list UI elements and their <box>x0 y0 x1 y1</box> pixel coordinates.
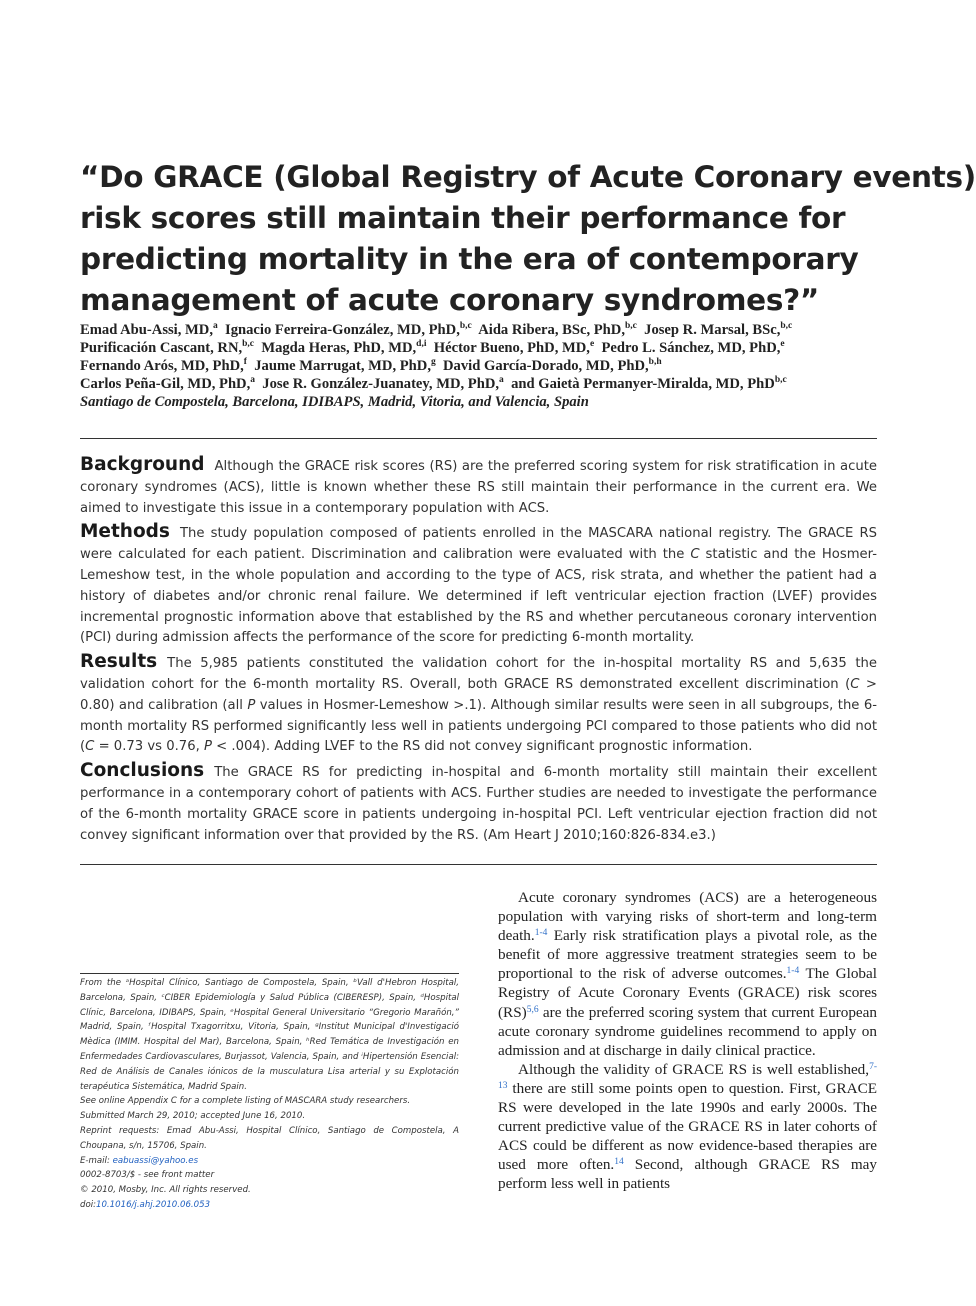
article-title <box>80 157 976 321</box>
abstract-results <box>80 652 877 758</box>
abstract-text: > 0.80) and calibration (all <box>80 676 877 713</box>
footnote-reprint: Reprint requests: Emad Abu-Assi, Hospital Clínico, Santiago de Compostela, A Choupana, s/n, 15706, Spain. <box>80 1125 459 1151</box>
author-line <box>80 339 900 357</box>
body-text: Although the validity of GRACE RS is well established, <box>518 1060 870 1078</box>
abstract <box>80 455 877 849</box>
author-affil-mark: a <box>250 375 255 385</box>
email-label: E-mail: <box>80 1155 113 1166</box>
citation-ref[interactable]: 1-4 <box>786 966 800 977</box>
footnote-copyright: © 2010, Mosby, Inc. All rights reserved. <box>80 1185 251 1196</box>
author-affil-mark: b,c <box>774 375 787 385</box>
citation-ref[interactable]: 1-4 <box>534 928 548 939</box>
author-affil-mark: a <box>213 321 218 331</box>
footnote-submitted: Submitted March 29, 2010; accepted June 16, 2010. <box>80 1111 306 1122</box>
abstract-text: Although the GRACE risk scores (RS) are the preferred scoring system for risk stratification in acute coronary syndromes (ACS), little is known whether these RS still maintain their performance in the current era. We aimed to investigate this issue in a contemporary population with ACS. <box>80 459 877 516</box>
email-link[interactable]: eabuassi@yahoo.es <box>112 1155 199 1166</box>
author-affil-mark: d,i <box>416 339 427 349</box>
author-name: Carlos Peña-Gil, MD, PhD, <box>80 376 251 392</box>
body-text: there are still some points open to question. First, GRACE RS were developed in the late 1990s and early 2000s. The current predictive value of the GRACE RS in later cohorts of ACS could be different as now evidence-based therapies are used more often. <box>498 1079 877 1174</box>
author-affil-mark: b,c <box>459 321 472 331</box>
author-line <box>80 375 900 393</box>
abstract-background <box>80 455 877 519</box>
author-name: Jaume Marrugat, MD, PhD, <box>254 358 431 374</box>
citation-ref[interactable]: 14 <box>614 1157 624 1168</box>
footnote-email <box>80 1154 459 1169</box>
author-name: David García-Dorado, MD, PhD, <box>443 358 649 374</box>
author-name: Aida Ribera, BSc, PhD, <box>478 322 625 338</box>
author-name: Magda Heras, PhD, MD, <box>261 340 417 356</box>
author-affil-mark: f <box>243 357 247 367</box>
title-line: predicting mortality in the era of contemporary <box>80 242 859 276</box>
citation-ref[interactable]: 5,6 <box>526 1004 539 1015</box>
abstract-conclusions <box>80 761 877 846</box>
body-text: The Global Registry of Acute Coronary Events (GRACE) risk scores (RS) <box>498 965 877 1021</box>
author-name: Josep R. Marsal, BSc, <box>644 322 781 338</box>
body-paragraph <box>498 888 877 1060</box>
title-line: management of acute coronary syndromes?” <box>80 283 819 317</box>
abstract-text: statistic and the Hosmer-Lemeshow test, in the whole population and according to the type of ACS, risk strata, and whether the patient had a history of diabetes and/or chronic renal failure. We determined if left ventricular ejection fraction (LVEF) provides incremental prognostic information above that established by the RS and whether percutaneous coronary intervention (PCI) during admission affects the performance of the score for predicting 6-month mortality. <box>80 547 877 646</box>
footnote-doi <box>80 1198 459 1213</box>
abstract-text: < .004). Adding LVEF to the RS did not convey significant prognostic information. <box>211 739 753 755</box>
abstract-text: The 5,985 patients constituted the validation cohort for the in-hospital mortality RS and 5,635 the validation cohort for the 6-month mortality RS. Overall, both GRACE RS demonstrated excellent discrimination ( <box>80 656 877 692</box>
doi-label: doi: <box>80 1199 96 1210</box>
author-affil-mark: e <box>780 339 785 349</box>
abstract-top-rule <box>80 438 877 439</box>
author-affil-mark: b,c <box>780 321 793 331</box>
author-list <box>80 321 900 411</box>
footnote-issn: 0002-8703/$ - see front matter <box>80 1170 215 1181</box>
author-name: and Gaietà Permanyer-Miralda, MD, PhD <box>511 376 775 392</box>
body-text: are the preferred scoring system that current European acute coronary syndrome guidelines recommend to apply on admission and at discharge in daily clinical practice. <box>498 1003 877 1059</box>
title-line: risk scores still maintain their performance for <box>80 201 846 235</box>
footnote-affiliations: From the ᵃHospital Clínico, Santiago de Compostela, Spain, ᵇVall d'Hebron Hospital, Barcelona, Spain, ᶜCIBER Epidemiología y Salud Pública (CIBERESP), Spain, ᵈHospital Clínic, Barcelona, IDIBAPS, Spain, ᵉHospital General Universitario “Gregorio Marañón,” Madrid, Spain, ᶠHospital Txagorritxu, Vitoria, Spain, ᵍInstitut Municipal d'Investigació Mèdica (IMIM. Hospital del Mar), Barcelona, Spain, ʰRed Temática de Investigación en Enfermedades Cardiovasculares, Burjassot, Valencia, Spain, and ⁱHipertensión Esencial: Red de Análisis de Canales iónicos de la musculatura Lisa arterial y su Explotación terapéutica Sistemática, Madrid Spain. <box>80 978 459 1092</box>
abstract-heading: Conclusions <box>80 760 205 782</box>
body-text: Second, although GRACE RS may perform less well in patients <box>498 1156 877 1193</box>
abstract-text-italic: C <box>850 676 860 692</box>
footnote-rule <box>80 973 459 974</box>
title-line: “Do GRACE (Global Registry of Acute Coronary events) <box>80 160 976 194</box>
abstract-text-italic: C <box>690 547 700 563</box>
abstract-text: = 0.73 vs 0.76, <box>94 739 204 755</box>
author-name: Fernando Arós, MD, PhD, <box>80 358 244 374</box>
abstract-bottom-rule <box>80 864 877 865</box>
author-line <box>80 357 900 375</box>
abstract-text: The GRACE RS for predicting in-hospital and 6-month mortality still maintain their excellent performance in a contemporary cohort of patients with ACS. Further studies are needed to investigate the performance of the 6-month mortality GRACE score in patients undergoing in-hospital PCI. Left ventricular ejection fraction did not convey significant information over that provided by the RS. (Am Heart J 2010;160:826-834.e3.) <box>80 765 877 843</box>
author-name: Purificación Cascant, RN, <box>80 340 243 356</box>
author-name: Héctor Bueno, PhD, MD, <box>433 340 590 356</box>
author-affil-mark: e <box>589 339 595 349</box>
body-column <box>498 888 877 1194</box>
affiliation-line: Santiago de Compostela, Barcelona, IDIBAPS, Madrid, Vitoria, and Valencia, Spain <box>80 394 589 410</box>
abstract-heading: Results <box>80 651 158 673</box>
author-name: Emad Abu-Assi, MD, <box>80 322 213 338</box>
author-affil-mark: g <box>430 357 436 367</box>
abstract-text-italic: P <box>247 697 256 713</box>
abstract-heading: Methods <box>80 521 170 543</box>
author-name: Ignacio Ferreira-González, MD, PhD, <box>225 322 460 338</box>
citation-ref[interactable]: 7-13 <box>498 1061 877 1091</box>
body-text: Acute coronary syndromes (ACS) are a heterogeneous population with varying risks of short-term and long-term death. <box>498 889 877 945</box>
abstract-methods <box>80 522 877 649</box>
abstract-text: values in Hosmer-Lemeshow >.1). Although similar results were seen in all subgroups, the 6-month mortality RS performed significantly less well in patients undergoing PCI compared to those patients who did not ( <box>80 697 877 755</box>
author-affil-mark: b,h <box>648 357 662 367</box>
author-affil-mark: b,c <box>624 321 637 331</box>
body-text: Early risk stratification plays a pivotal role, as the benefit of more aggressive treatment strategies seem to be proportional to the risk of adverse outcomes. <box>498 927 877 983</box>
abstract-text: The study population composed of patients enrolled in the MASCARA national registry. The GRACE RS were calculated for each patient. Discrimination and calibration were evaluated with the <box>80 526 877 563</box>
author-affil-mark: a <box>499 375 504 385</box>
author-name: Jose R. González-Juanatey, MD, PhD, <box>262 376 500 392</box>
abstract-text-italic: C <box>85 739 95 755</box>
footnotes <box>80 973 459 1213</box>
author-name: Pedro L. Sánchez, MD, PhD, <box>601 340 781 356</box>
abstract-heading: Background <box>80 454 205 475</box>
doi-link[interactable]: 10.1016/j.ahj.2010.06.053 <box>96 1199 211 1210</box>
footnote-appendix: See online Appendix C for a complete listing of MASCARA study researchers. <box>80 1096 411 1107</box>
author-line <box>80 321 900 339</box>
author-affil-mark: b,c <box>242 339 255 349</box>
body-paragraph <box>498 1060 877 1194</box>
abstract-text-italic: P <box>203 739 212 755</box>
